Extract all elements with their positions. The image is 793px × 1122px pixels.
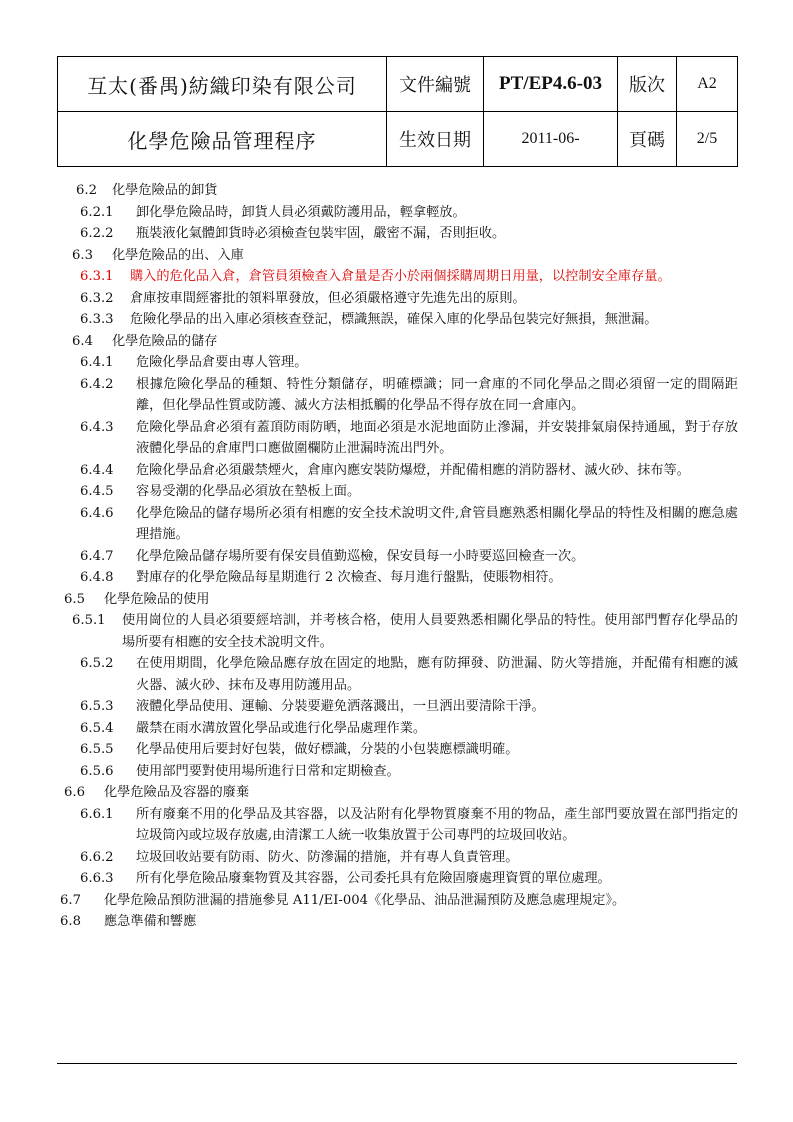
clause — [60, 804, 740, 847]
clause-text: 使用部門要對使用場所進行日常和定期檢查。 — [136, 763, 400, 779]
clause — [60, 223, 740, 245]
clause-text: 化學品使用后要封好包裝，做好標識，分裝的小包裝應標識明確。 — [136, 742, 519, 757]
clause-number: 6.4.2 — [80, 376, 114, 392]
clause-text: 卸化學危險品時，卸貨人員必須戴防護用品，輕拿輕放。 — [136, 204, 466, 220]
clause — [60, 503, 740, 546]
page-label: 頁碼 — [618, 112, 677, 167]
clause-number: 6.2.2 — [80, 226, 114, 241]
clause — [60, 352, 740, 374]
clause-text: 在使用期間，化學危險品應存放在固定的地點，應有防揮發、防泄漏、防火等措施，并配備有相應的滅火器、滅火砂、抹布及專用防護用品。 — [136, 656, 738, 693]
clause-text: 化學危險品的儲存 — [112, 333, 218, 349]
clause-text: 根據危險化學品的種類、特性分類儲存，明確標識；同一倉庫的不同化學品之間必須留一定的間隔距離，但化學品性質或防護、滅火方法相抵觸的化學品不得存放在同一倉庫內。 — [136, 376, 738, 413]
clause-text: 垃圾回收站要有防雨、防火、防滲漏的措施，并有專人負責管理。 — [136, 849, 519, 865]
doc-no: PT/EP4.6-03 — [484, 57, 618, 112]
clause-text: 危險化學品倉必須有蓋頂防雨防晒，地面必須是水泥地面防止滲漏，并安裝排氣扇保持通風，對于存放液體化學品的倉庫門口應做圍欄防止泄漏時流出門外。 — [136, 419, 738, 456]
clause-text: 應急準備和響應 — [104, 914, 197, 929]
page-number: 2/5 — [677, 112, 738, 167]
clause — [60, 761, 740, 783]
clause-number: 6.5 — [64, 591, 85, 607]
clause-number: 6.3 — [72, 247, 93, 263]
clause-number: 6.4.1 — [80, 355, 114, 370]
clause-text: 化學危險品預防泄漏的措施參見 A11/EI-004《化學品、油品泄漏預防及應急處理規定》。 — [104, 892, 626, 908]
clause-number: 6.4.4 — [80, 462, 114, 478]
version: A2 — [677, 57, 738, 112]
clause-number: 6.4.3 — [80, 419, 114, 435]
clause-number: 6.2.1 — [80, 204, 114, 220]
doc-no-label: 文件編號 — [387, 57, 484, 112]
clause-number: 6.6.2 — [80, 849, 114, 865]
clause — [60, 653, 740, 696]
clause — [60, 266, 740, 288]
clause-text: 倉庫按車間經審批的領料單發放，但必須嚴格遵守先進先出的原則。 — [130, 290, 526, 306]
version-label: 版次 — [618, 57, 677, 112]
document-body — [60, 180, 740, 933]
clause-number: 6.5.6 — [80, 763, 114, 779]
clause-text: 化學危險品的卸貨 — [112, 183, 218, 198]
clause — [60, 460, 740, 482]
clause-number: 6.2 — [76, 183, 97, 198]
clause-text: 對庫存的化學危險品每星期進行 2 次檢查、每月進行盤點，使賬物相符。 — [136, 570, 562, 585]
clause-number: 6.3.3 — [80, 312, 114, 327]
document-header — [57, 56, 738, 167]
section-heading — [60, 245, 740, 267]
clause — [60, 567, 740, 589]
document-title: 化學危險品管理程序 — [58, 112, 387, 167]
clause — [60, 481, 740, 503]
clause — [60, 718, 740, 740]
clause-text: 購入的危化品入倉，倉管員須檢查入倉量是否小於兩個採購周期日用量，以控制安全庫存量。 — [130, 269, 671, 284]
clause-number: 6.5.3 — [80, 699, 114, 714]
effective-date: 2011-06- — [484, 112, 618, 167]
clause-number: 6.4.5 — [80, 484, 114, 499]
section-heading — [60, 180, 740, 202]
clause-text: 嚴禁在雨水溝放置化學品或進行化學品處理作業。 — [136, 720, 427, 736]
clause-number: 6.5.5 — [80, 742, 114, 757]
company-name: 互太(番禺)紡織印染有限公司 — [58, 57, 387, 112]
clause-text: 液體化學品使用、運輸、分裝要避免洒落濺出，一旦洒出要清除干淨。 — [136, 699, 545, 714]
clause-text: 危險化學品的出入庫必須核查登記，標識無誤，確保入庫的化學品包裝完好無損，無泄漏。 — [130, 312, 658, 327]
clause-number: 6.6.1 — [80, 806, 114, 822]
clause — [60, 546, 740, 568]
clause-number: 6.5.4 — [80, 720, 114, 736]
clause-text: 危險化學品倉必須嚴禁煙火，倉庫內應安裝防爆燈，并配備相應的消防器材、滅火砂、抹布等。 — [136, 462, 690, 478]
date-label: 生效日期 — [387, 112, 484, 167]
section-heading — [60, 589, 740, 611]
clause-text: 化學危險品的儲存場所必須有相應的安全技术說明文件,倉管員應熟悉相關化學品的特性及相關的應急處理措施。 — [136, 505, 738, 542]
clause-number: 6.4.8 — [80, 570, 114, 585]
clause-number: 6.3.1 — [80, 269, 114, 284]
section-heading — [60, 782, 740, 804]
clause-number: 6.5.1 — [72, 613, 106, 628]
clause-number: 6.7 — [60, 892, 81, 908]
clause-number: 6.8 — [60, 914, 81, 929]
clause-number: 6.4 — [72, 333, 93, 349]
clause-text: 使用崗位的人員必須要經培訓，并考核合格，使用人員要熟悉相關化學品的特性。使用部門暫存化學品的場所要有相應的安全技术說明文件。 — [122, 613, 738, 650]
clause-text: 瓶裝液化氣體卸貨時必須檢查包裝牢固，嚴密不漏，否則拒收。 — [136, 226, 506, 241]
clause-text: 所有化學危險品廢棄物質及其容器，公司委托具有危險固廢處理資質的單位處理。 — [136, 871, 611, 886]
clause-text: 所有廢棄不用的化學品及其容器，以及沾附有化學物質廢棄不用的物品，產生部門要放置在部門指定的垃圾筒內或垃圾存放處,由清潔工人統一收集放置于公司專門的垃圾回收站。 — [136, 806, 738, 843]
clause — [60, 610, 740, 653]
section-heading — [60, 911, 740, 933]
clause — [60, 309, 740, 331]
clause — [60, 417, 740, 460]
section-heading — [60, 890, 740, 912]
clause-text: 化學危險品儲存場所要有保安員值勤巡檢，保安員每一小時要巡回檢查一次。 — [136, 548, 585, 564]
clause-number: 6.5.2 — [80, 656, 114, 671]
clause-text: 化學危險品及容器的廢棄 — [104, 785, 250, 800]
clause — [60, 739, 740, 761]
clause-number: 6.3.2 — [80, 290, 114, 306]
clause — [60, 288, 740, 310]
clause-number: 6.6.3 — [80, 871, 114, 886]
clause — [60, 696, 740, 718]
clause-text: 危險化學品倉要由專人管理。 — [136, 355, 308, 370]
clause — [60, 847, 740, 869]
clause — [60, 202, 740, 224]
clause-number: 6.6 — [64, 785, 85, 800]
clause-number: 6.4.7 — [80, 548, 114, 564]
clause-text: 化學危險品的出、入庫 — [112, 247, 244, 263]
clause — [60, 374, 740, 417]
footer-rule — [57, 1063, 737, 1064]
clause-number: 6.4.6 — [80, 505, 114, 521]
clause-text: 化學危險品的使用 — [104, 591, 210, 607]
section-heading — [60, 331, 740, 353]
clause-text: 容易受潮的化學品必須放在墊板上面。 — [136, 484, 361, 499]
clause — [60, 868, 740, 890]
